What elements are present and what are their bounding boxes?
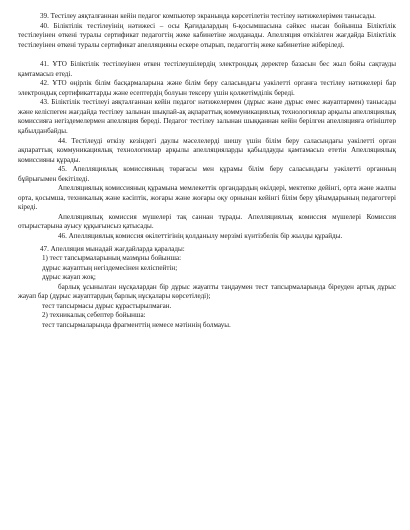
paragraph: 45. Апелляциялық комиссияның төрағасы мен құрамы білім беру саласындағы уәкілетті органның бұйрығымен бекітіледі. (18, 165, 396, 183)
list-item: дұрыс жауаптың негіздемесінен келіспейтін; (42, 263, 178, 272)
paragraph-list (18, 12, 396, 254)
paragraph: 44. Тестілеуді өткізу кезіндегі даулы мәселелерді шешу үшін білім беру саласындағы уәкілетті орган ақпараттық коммуникациялық технологиялар арқылы апелляцияларды қабылдауды қамтамасыз ететін Апелляциялық комиссияны құрады. (18, 136, 396, 164)
list-item: дұрыс жауап жоқ; (42, 273, 96, 282)
list-item: барлық ұсынылған нұсқалардан бір дұрыс жауапты таңдаумен тест тапсырмаларында біреуден артық дұрыс жауап бар (дұрыс жауаптардың барлық нұсқалары көрсетіледі); (18, 282, 396, 301)
paragraph: 46. Апелляциялық комиссия өкілеттігінің қолданылу мерзімі күнтізбелік бір жылды құрайды. (58, 232, 343, 241)
list-item: 2) техникалық себептер бойынша: (42, 311, 146, 320)
paragraph: 39. Тестілеу аяқталғаннан кейін педагог компьютер экранында көрсетілетін тестілеу нәтижелерімен танысады. (40, 12, 376, 20)
appeal-cases-list (18, 254, 396, 330)
paragraph: 42. ҰТО өңірлік білім басқармаларына және білім беру саласындағы уәкілетті органға тестілеу нәтижелері бар электрондық сертификаттарды және есептердің болуын тексеру үшін қолжетімділік береді. (18, 79, 396, 97)
paragraph: 47. Апелляция мынадай жағдайларда қаралады: (40, 244, 185, 253)
paragraph: Апелляциялық комиссияның құрамына мемлекеттік органдардың өкілдері, мектепке дейінгі, орта және жалпы орта, қосымша, техникалық және кәсіптік, жоғары және жоғары оқу орнынан кейінгі білім беру ұйымдарының педагогтері кіреді. (18, 184, 396, 212)
paragraph: 41. ҰТО Біліктілік тестілеуінен өткен тестілеушілердің электрондық деректер базасын бес жыл бойы сақтауды қамтамасыз етеді. (18, 60, 396, 78)
paragraph: Апелляциялық комиссия мүшелері тақ саннан тұрады. Апелляциялық комиссия мүшелері Комиссия отырыстарына ауысу құқығынсыз қатысады. (18, 212, 396, 231)
paragraph: 40. Біліктілік тестілеуінің нәтижесі – осы Қағидалардың 6-қосымшасына сәйкес нысан бойынша Біліктілік тестілеуінен өткені туралы сертификат педагогтің жеке кабинетіне жолданады. Апелляция өткізілген жағдайда Біліктілік тестілеуінен өткені туралы сертификат апелляцияны ескере отырып, педагогтің жеке кабинетіне жіберіледі. (18, 21, 396, 49)
list-item: тест тапсырмаларында фрагменттің немесе мәтіннің болмауы. (42, 320, 231, 329)
paragraph: 43. Біліктілік тестілеуі аяқталғаннан кейін педагог нәтижелермен (дұрыс және дұрыс емес жауаптармен) танысады және келіспеген жағдайда тестілеу залынан шықпай-ақ ақпараттық коммуникациялық технологиялар арқылы апелляциялық комиссияға негіздемелермен апелляция береді. Педагог тестілеу залынан шыққаннан кейін берілген апелляцияға өтініштер қабылданбайды. (18, 98, 396, 136)
list-item: 1) тест тапсырмаларының мазмұны бойынша: (42, 254, 182, 263)
list-item: тест тапсырмасы дұрыс құрастырылмаған. (42, 301, 172, 310)
